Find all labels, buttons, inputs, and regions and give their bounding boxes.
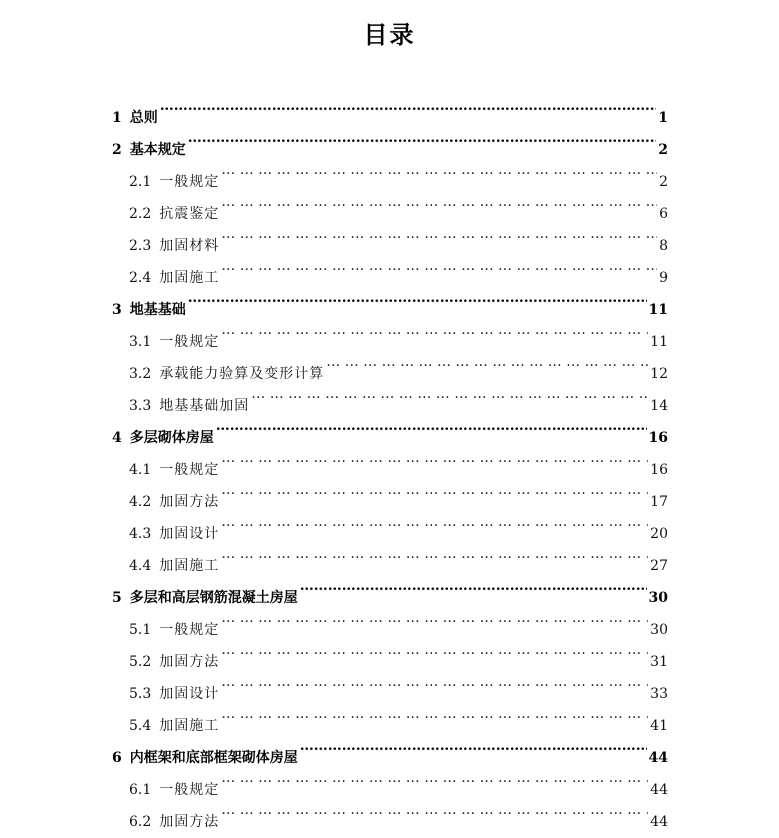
toc-entry-page: 16 xyxy=(650,462,668,478)
toc-subentry[interactable] xyxy=(129,154,668,190)
toc-dot-leader xyxy=(221,634,648,666)
toc-entry-number: 3.1 xyxy=(129,334,152,350)
toc-entry-number: 2 xyxy=(112,142,122,158)
toc-entry-number: 1 xyxy=(112,110,122,126)
toc-dot-leader xyxy=(221,762,648,794)
toc-entry-number: 3.2 xyxy=(129,366,152,382)
toc-entry-title: 地基基础 xyxy=(129,302,186,318)
toc-entry-title: 加固施工 xyxy=(159,718,220,734)
toc-entry-page: 30 xyxy=(648,590,668,606)
toc-entry-number: 6.1 xyxy=(129,782,152,798)
toc-entry[interactable] xyxy=(112,90,668,126)
toc-entry-page: 41 xyxy=(650,718,668,734)
toc-subentry[interactable] xyxy=(129,346,668,382)
toc-entry-title: 基本规定 xyxy=(129,142,186,158)
toc-dot-leader xyxy=(221,250,657,282)
toc-entry-title: 加固方法 xyxy=(159,494,220,510)
toc-dot-leader xyxy=(188,122,657,154)
toc-dot-leader xyxy=(221,218,657,250)
toc-entry-page: 30 xyxy=(650,622,668,638)
toc-dot-leader xyxy=(221,474,648,506)
toc-entry-page: 1 xyxy=(658,110,668,126)
toc-entry-title: 加固方法 xyxy=(159,654,220,670)
toc-entry-number: 2.1 xyxy=(129,174,152,190)
toc-entry-number: 3 xyxy=(112,302,122,318)
toc-entry-number: 2.4 xyxy=(129,270,152,286)
toc-entry-number: 6.2 xyxy=(129,814,152,830)
toc-entry-page: 11 xyxy=(648,302,668,318)
toc-subentry[interactable] xyxy=(129,666,668,702)
toc-entry-page: 31 xyxy=(650,654,668,670)
toc-entry-title: 抗震鉴定 xyxy=(159,206,220,222)
toc-entry-page: 9 xyxy=(659,270,668,286)
toc-entry-title: 多层砌体房屋 xyxy=(129,430,214,446)
toc-dot-leader xyxy=(221,506,648,538)
toc-dot-leader xyxy=(221,186,657,218)
toc-entry-page: 44 xyxy=(650,814,668,830)
toc-entry-number: 4.3 xyxy=(129,526,152,542)
toc-entry-page: 20 xyxy=(650,526,668,542)
toc-entry-number: 5 xyxy=(112,590,122,606)
toc-entry-number: 5.3 xyxy=(129,686,152,702)
toc-subentry[interactable] xyxy=(129,314,668,350)
toc-entry[interactable] xyxy=(112,122,668,158)
toc-subentry[interactable] xyxy=(129,442,668,478)
toc-entry-title: 一般规定 xyxy=(159,462,220,478)
toc-dot-leader xyxy=(221,698,648,730)
toc-entry-title: 加固施工 xyxy=(159,270,220,286)
toc-dot-leader xyxy=(221,602,648,634)
toc-entry-page: 2 xyxy=(658,142,668,158)
toc-entry-page: 44 xyxy=(650,782,668,798)
toc-entry-page: 14 xyxy=(650,398,668,414)
toc-entry-title: 多层和高层钢筋混凝土房屋 xyxy=(129,590,298,606)
toc-entry-title: 总则 xyxy=(129,110,158,126)
toc-entry-page: 27 xyxy=(650,558,668,574)
toc-entry-title: 加固设计 xyxy=(159,686,220,702)
toc-entry-title: 地基基础加固 xyxy=(159,398,250,414)
toc-entry-number: 5.1 xyxy=(129,622,152,638)
toc-subentry[interactable] xyxy=(129,794,668,830)
toc-entry-number: 5.4 xyxy=(129,718,152,734)
toc-entry-number: 6 xyxy=(112,750,122,766)
toc-entry-page: 44 xyxy=(648,750,668,766)
toc-entry-title: 一般规定 xyxy=(159,622,220,638)
toc-subentry[interactable] xyxy=(129,186,668,222)
toc-entry-title: 加固方法 xyxy=(159,814,220,830)
toc-entry-number: 5.2 xyxy=(129,654,152,670)
toc-entry-number: 3.3 xyxy=(129,398,152,414)
toc-dot-leader xyxy=(326,346,648,378)
toc-entry-page: 17 xyxy=(650,494,668,510)
toc-entry-number: 4.4 xyxy=(129,558,152,574)
toc-entry[interactable] xyxy=(112,410,668,446)
toc-subentry[interactable] xyxy=(129,218,668,254)
toc-entry-title: 加固设计 xyxy=(159,526,220,542)
toc-entry-page: 2 xyxy=(659,174,668,190)
toc-entry-page: 6 xyxy=(659,206,668,222)
toc-entry-title: 内框架和底部框架砌体房屋 xyxy=(129,750,298,766)
toc-entry-title: 加固施工 xyxy=(159,558,220,574)
toc-subentry[interactable] xyxy=(129,762,668,798)
toc-entry-page: 11 xyxy=(650,334,668,350)
toc-subentry[interactable] xyxy=(129,378,668,414)
toc-dot-leader xyxy=(221,154,657,186)
toc-entry-page: 8 xyxy=(659,238,668,254)
toc-dot-leader xyxy=(160,90,657,122)
toc-subentry[interactable] xyxy=(129,634,668,670)
toc-dot-leader xyxy=(221,314,648,346)
page-title: 目录 xyxy=(363,20,416,49)
toc-entry-number: 2.3 xyxy=(129,238,152,254)
toc-dot-leader xyxy=(300,570,647,602)
toc-entry-page: 33 xyxy=(650,686,668,702)
toc-subentry[interactable] xyxy=(129,698,668,734)
toc-dot-leader xyxy=(221,442,648,474)
toc-dot-leader xyxy=(221,538,648,570)
toc-dot-leader xyxy=(216,410,647,442)
toc-entry-page: 12 xyxy=(650,366,668,382)
toc-subentry[interactable] xyxy=(129,474,668,510)
toc-entry-title: 承载能力验算及变形计算 xyxy=(159,366,325,382)
toc-entry[interactable] xyxy=(112,282,668,318)
toc-entry[interactable] xyxy=(112,730,668,766)
toc-subentry[interactable] xyxy=(129,602,668,638)
toc-dot-leader xyxy=(221,794,648,826)
toc-entry-number: 4.2 xyxy=(129,494,152,510)
toc-entry-number: 4.1 xyxy=(129,462,152,478)
toc-dot-leader xyxy=(221,666,648,698)
toc-subentry[interactable] xyxy=(129,506,668,542)
toc-entry-number: 2.2 xyxy=(129,206,152,222)
toc-entry-page: 16 xyxy=(648,430,668,446)
toc-entry-title: 一般规定 xyxy=(159,174,220,190)
toc-subentry[interactable] xyxy=(129,538,668,574)
toc-entry-number: 4 xyxy=(112,430,122,446)
toc-dot-leader xyxy=(188,282,647,314)
toc-entry[interactable] xyxy=(112,570,668,606)
toc-dot-leader xyxy=(251,378,648,410)
toc-subentry[interactable] xyxy=(129,250,668,286)
toc-entry-title: 一般规定 xyxy=(159,334,220,350)
toc-entry-title: 加固材料 xyxy=(159,238,220,254)
toc-entry-title: 一般规定 xyxy=(159,782,220,798)
toc-dot-leader xyxy=(300,730,647,762)
